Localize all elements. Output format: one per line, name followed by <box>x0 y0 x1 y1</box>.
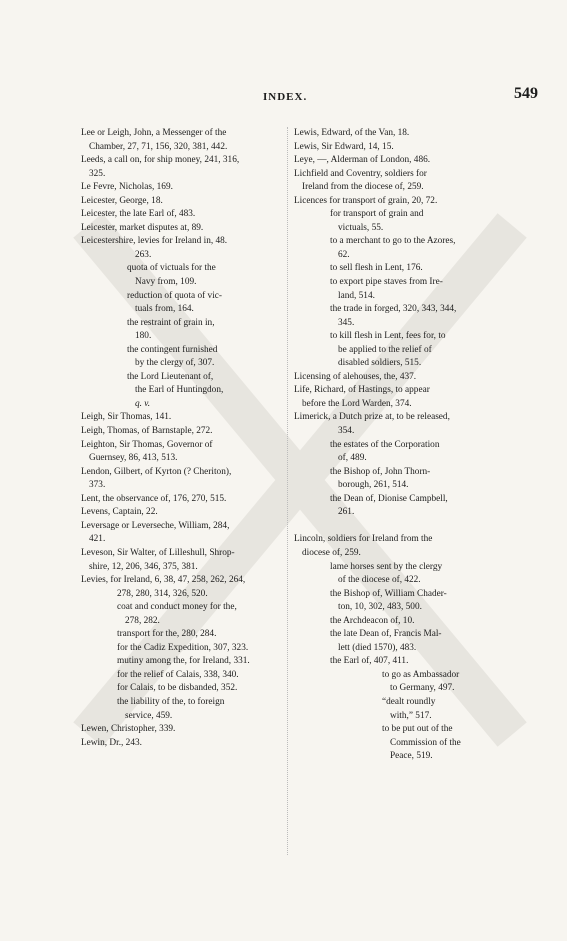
index-entry-line: Peace, 519. <box>390 751 433 762</box>
index-entry-line: to go as Ambassador <box>382 669 460 680</box>
index-entry-line: Lendon, Gilbert, of Kyrton (? Cheriton), <box>81 466 232 477</box>
index-entry-line: Guernsey, 86, 413, 513. <box>89 453 178 464</box>
index-entry-line: the Dean of, Dionise Campbell, <box>330 493 448 504</box>
index-entry-line: Leicester, market disputes at, 89. <box>81 222 204 233</box>
index-entry-line: of the diocese of, 422. <box>338 575 421 586</box>
index-entry-line: Levies, for Ireland, 6, 38, 47, 258, 262, 264, <box>81 575 246 586</box>
index-entry-line: ton, 10, 302, 483, 500. <box>338 602 422 613</box>
index-entry-line: 373. <box>89 480 106 491</box>
index-entry-line: 421. <box>89 534 106 545</box>
index-entry-line: Leicester, George, 18. <box>81 195 163 206</box>
page-header <box>0 85 567 107</box>
page-number: 549 <box>514 85 538 102</box>
index-entry-line: the Archdeacon of, 10. <box>330 615 415 626</box>
index-entry-line: Leveson, Sir Walter, of Lilleshull, Shrop- <box>81 547 235 558</box>
index-entry-line: of, 489. <box>338 453 367 464</box>
index-entry-line: Limerick, a Dutch prize at, to be released, <box>294 412 450 423</box>
index-entry-line: the late Dean of, Francis Mal- <box>330 629 442 640</box>
index-entry-line: Leye, —, Alderman of London, 486. <box>294 155 431 166</box>
index-entry-line: the liability of the, to foreign <box>117 696 225 707</box>
index-entry-line: land, 514. <box>338 290 375 301</box>
index-entry-line: before the Lord Warden, 374. <box>302 398 412 409</box>
index-entry-line: Commission of the <box>390 737 461 748</box>
index-entry-line: the restraint of grain in, <box>127 317 215 328</box>
index-entry-line: 325. <box>89 168 106 179</box>
index-entry-line: to kill flesh in Lent, fees for, to <box>330 331 446 342</box>
index-entry-line: mutiny among the, for Ireland, 331. <box>117 656 250 667</box>
index-entry-line: to export pipe staves from Ire- <box>330 277 443 288</box>
index-entry-line: 345. <box>338 317 355 328</box>
index-entry-line: the Bishop of, John Thorn- <box>330 466 431 477</box>
index-entry-line: borough, 261, 514. <box>338 480 409 491</box>
index-entry-line: Lewen, Christopher, 339. <box>81 724 176 735</box>
index-entry-line: Life, Richard, of Hastings, to appear <box>294 385 430 396</box>
index-entry-line: by the clergy of, 307. <box>135 358 215 369</box>
index-entry-line: Licences for transport of grain, 20, 72. <box>294 195 438 206</box>
index-entry-line <box>294 520 494 534</box>
index-entry-line: service, 459. <box>125 710 173 721</box>
index-entry-line: to sell flesh in Lent, 176. <box>330 263 423 274</box>
index-entry-line: diocese of, 259. <box>302 547 361 558</box>
index-entry-line: 180. <box>135 331 152 342</box>
index-entry-line: coat and conduct money for the, <box>117 602 237 613</box>
index-entry-line: Ireland from the diocese of, 259. <box>302 182 424 193</box>
column-divider <box>287 127 288 855</box>
index-entry-line: lame horses sent by the clergy <box>330 561 443 572</box>
index-entry-line: lett (died 1570), 483. <box>338 642 417 653</box>
index-entry-line: the contingent furnished <box>127 344 218 355</box>
index-entry-line: 261. <box>338 507 355 518</box>
index-entry-line: victuals, 55. <box>338 222 384 233</box>
index-entry-line: Lee or Leigh, John, a Messenger of the <box>81 128 227 138</box>
index-column-right <box>294 127 494 764</box>
index-entry-line: 278, 280, 314, 326, 520. <box>117 588 208 599</box>
index-entry-line: be applied to the relief of <box>338 344 432 355</box>
index-entry-line: quota of victuals for the <box>127 263 216 274</box>
index-entry-line: Lent, the observance of, 176, 270, 515. <box>81 493 227 504</box>
index-entry-line: Lincoln, soldiers for Ireland from the <box>294 534 433 545</box>
index-entry-line: Navy from, 109. <box>135 277 197 288</box>
index-entry-line: Levens, Captain, 22. <box>81 507 158 518</box>
index-entry-line: disabled soldiers, 515. <box>338 358 422 369</box>
index-entry-line: for Calais, to be disbanded, 352. <box>117 683 238 694</box>
index-entry-line: Lewis, Sir Edward, 14, 15. <box>294 141 394 152</box>
index-entry-line: for the Cadiz Expedition, 307, 323. <box>117 642 249 653</box>
index-entry-line: transport for the, 280, 284. <box>117 629 217 640</box>
index-entry-line: the estates of the Corporation <box>330 439 440 450</box>
index-entry-line: the Bishop of, William Chader- <box>330 588 447 599</box>
index-entry-line: 263. <box>135 249 152 260</box>
index-entry-line: Lewin, Dr., 243. <box>81 737 142 748</box>
index-entry-line: with,” 517. <box>390 710 432 721</box>
index-entry-line: “dealt roundly <box>382 696 436 707</box>
index-entry-line: for transport of grain and <box>330 209 424 220</box>
index-entry-line: the Earl of Huntingdon, <box>135 385 224 396</box>
index-entry-line: Lichfield and Coventry, soldiers for <box>294 168 427 179</box>
index-entry-line: Leigh, Sir Thomas, 141. <box>81 412 172 423</box>
index-entry-line: 62. <box>338 249 350 260</box>
index-entry-line: 278, 282. <box>125 615 160 626</box>
index-entry-line: to Germany, 497. <box>390 683 455 694</box>
index-entry-line: the trade in forged, 320, 343, 344, <box>330 304 457 315</box>
index-entry-line: Leversage or Leverseche, William, 284, <box>81 520 230 531</box>
index-entry-line: Leicester, the late Earl of, 483. <box>81 209 196 220</box>
index-entry-line: the Lord Lieutenant of, <box>127 371 214 382</box>
index-entry-line: 354. <box>338 426 355 437</box>
index-entry-line: reduction of quota of vic- <box>127 290 223 301</box>
index-entry-line: to a merchant to go to the Azores, <box>330 236 456 247</box>
running-title: INDEX. <box>263 91 308 103</box>
index-entry-line: shire, 12, 206, 346, 375, 381. <box>89 561 198 572</box>
index-entry-line: for the relief of Calais, 338, 340. <box>117 669 239 680</box>
index-entry-line: Leicestershire, levies for Ireland in, 48. <box>81 236 228 247</box>
index-entry-line: Licensing of alehouses, the, 437. <box>294 371 417 382</box>
index-entry-line: Leigh, Thomas, of Barnstaple, 272. <box>81 426 213 437</box>
index-entry-line: to be put out of the <box>382 724 453 735</box>
index-column-left <box>81 127 281 750</box>
index-entry-line: Leighton, Sir Thomas, Governor of <box>81 439 213 450</box>
index-entry-line: tuals from, 164. <box>135 304 194 315</box>
index-entry-line: Leeds, a call on, for ship money, 241, 316, <box>81 155 240 166</box>
index-entry-line: the Earl of, 407, 411. <box>330 656 409 667</box>
index-entry-line: Lewis, Edward, of the Van, 18. <box>294 128 410 138</box>
index-entry-line: q. v. <box>135 398 151 409</box>
index-entry-line: Le Fevre, Nicholas, 169. <box>81 182 173 193</box>
index-entry-line: Chamber, 27, 71, 156, 320, 381, 442. <box>89 141 228 152</box>
